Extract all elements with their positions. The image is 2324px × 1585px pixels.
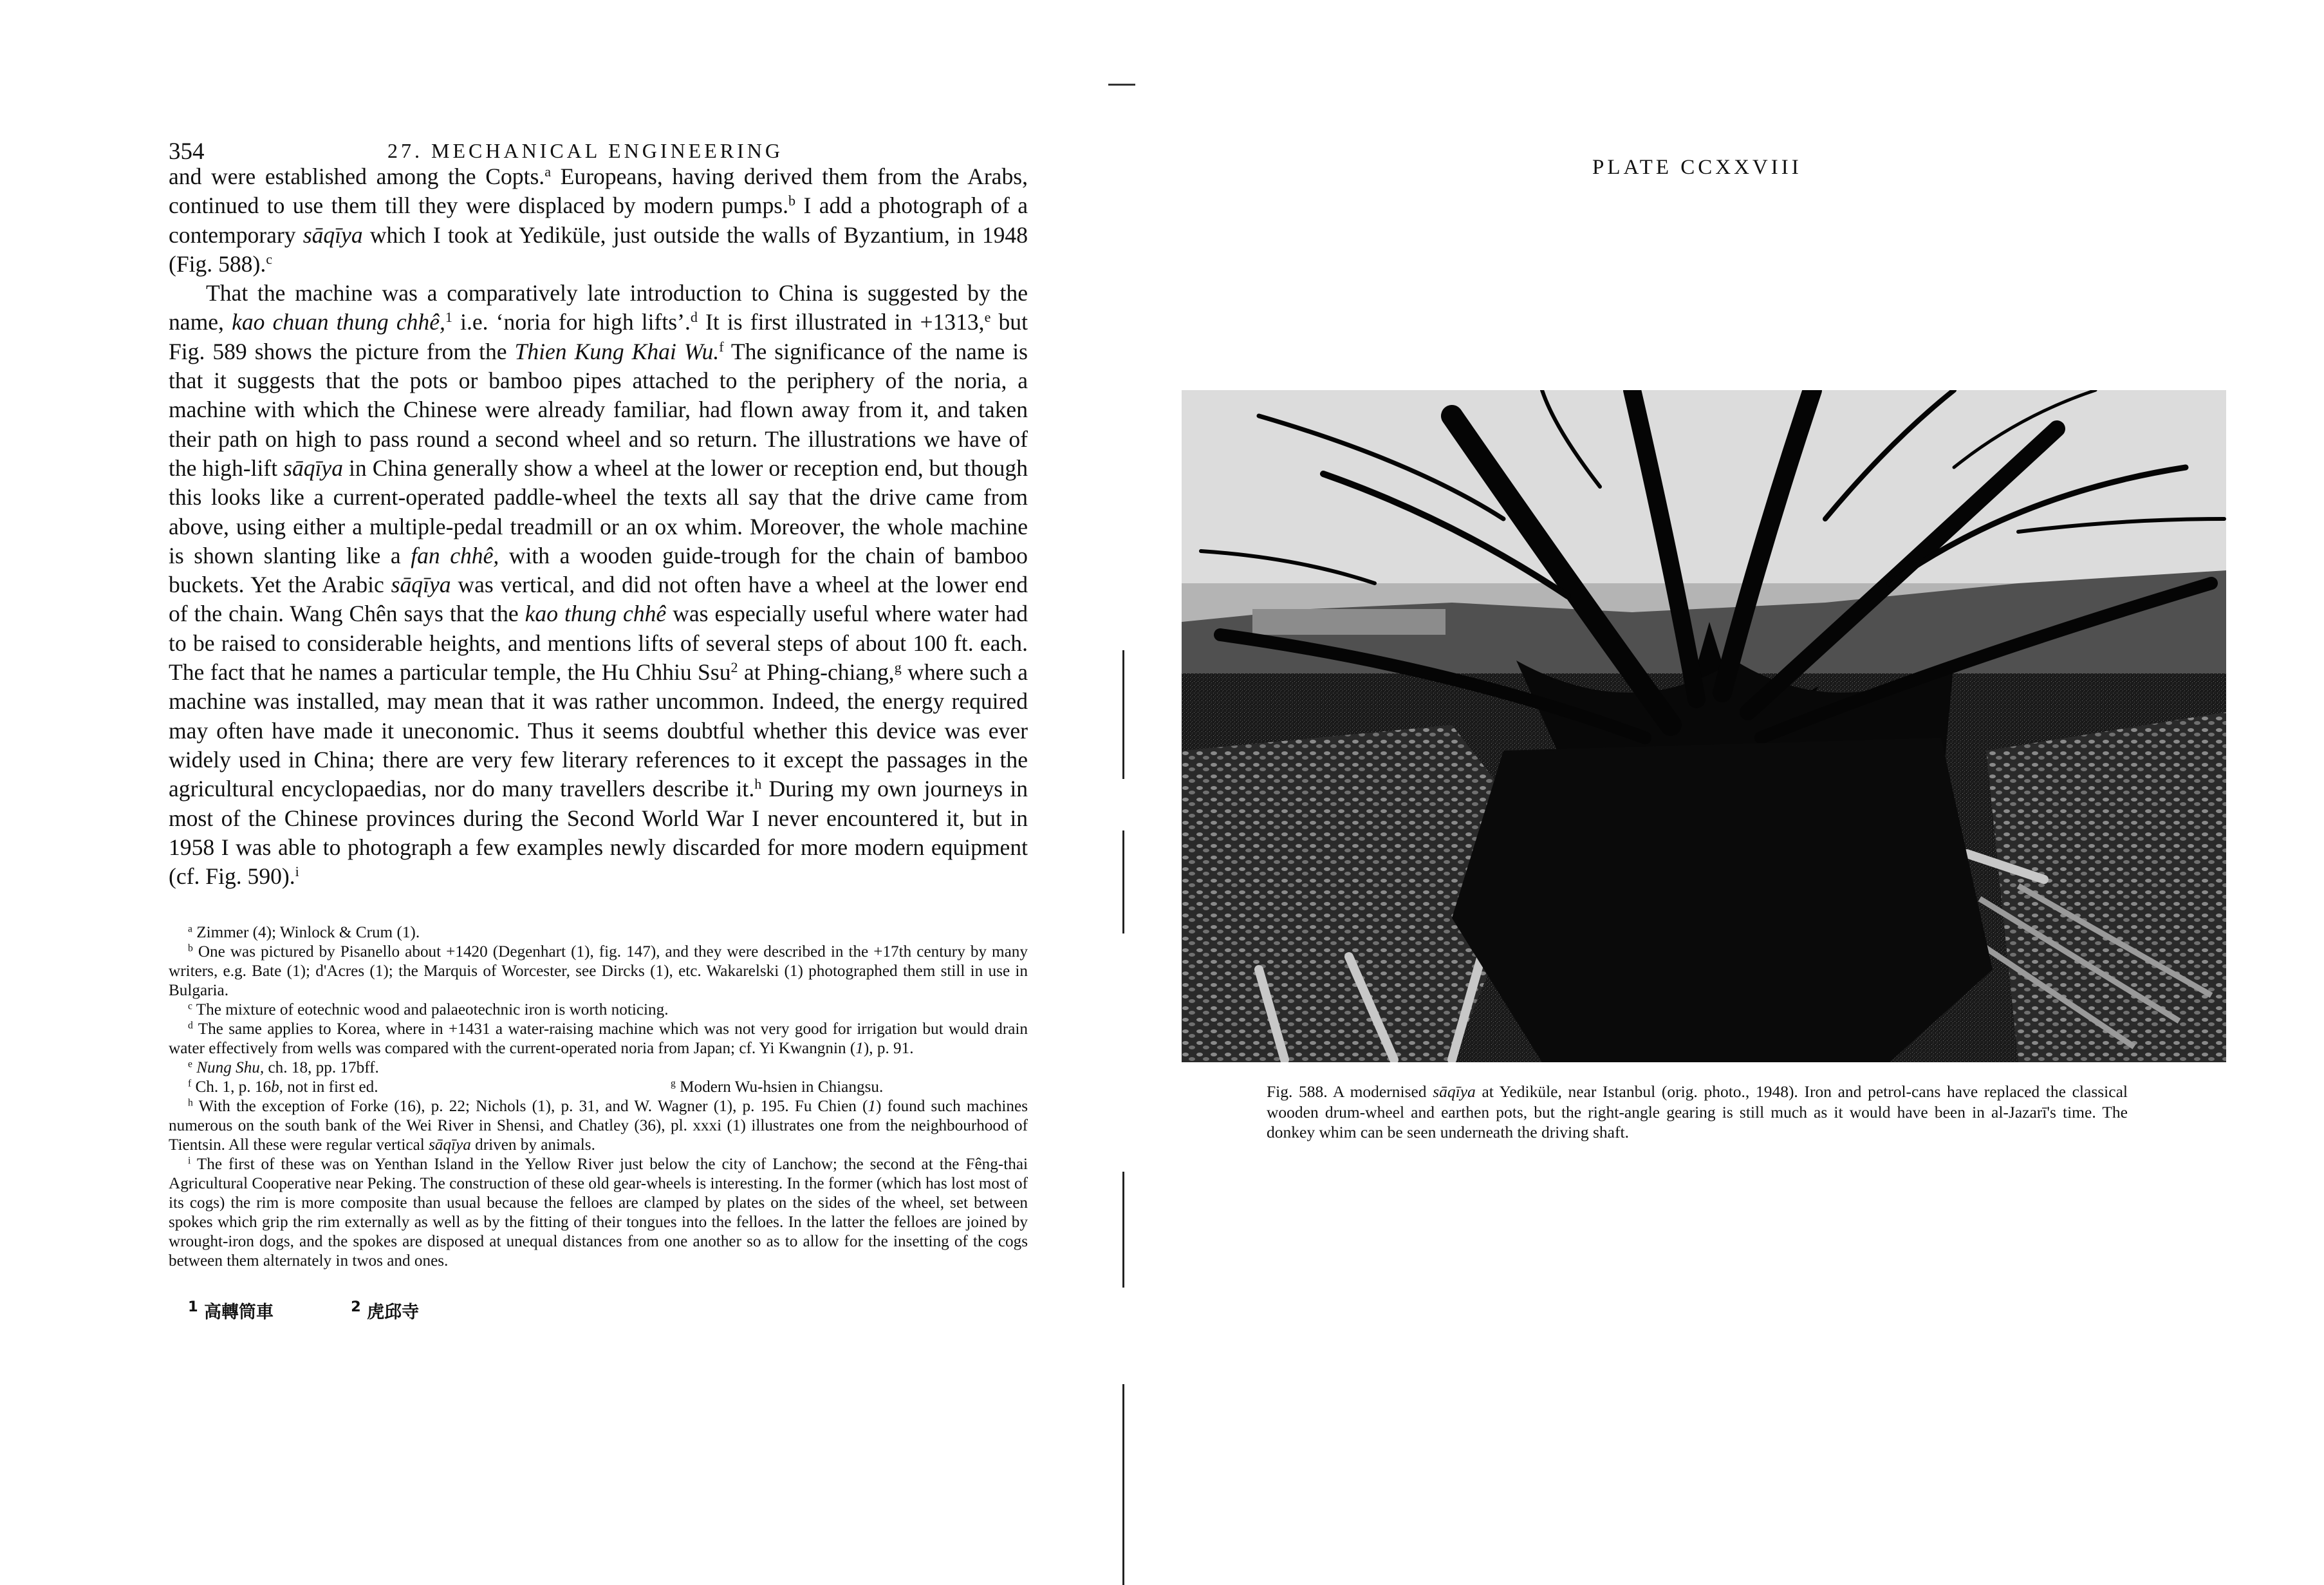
photo-drawing	[1182, 390, 2226, 1062]
gutter-line	[1122, 1172, 1124, 1288]
text-run: ) found such machines numerous on the south bank of the Wei River in Shensi, and Chatley (36), pl. xxxi (1) illustrates one from the neighbourhood of Tientsin. All these were regular vertical	[169, 1098, 1028, 1154]
note-marker: g	[894, 659, 902, 675]
note-marker: 2	[730, 659, 738, 675]
footnote-pair	[169, 1078, 1028, 1097]
italic-text: sāqīya	[429, 1136, 471, 1154]
text-run: I add a photograph of a contemporary	[169, 192, 1028, 248]
text-run: Modern Wu-hsien in Chiangsu.	[675, 1078, 884, 1096]
text-run: 虎邱寺	[360, 1302, 420, 1323]
text-run: Zimmer (4); Winlock & Crum (1).	[192, 924, 420, 942]
note-marker: 1	[445, 309, 452, 326]
body-text	[169, 162, 1028, 891]
text-run: With the exception of Forke (16), p. 22; Nichols (1), p. 31, and W. Wagner (1), p. 195. Fu Chien (	[192, 1098, 868, 1116]
sāqīya-photograph	[1182, 390, 2226, 1062]
footnote	[169, 1155, 1028, 1271]
footnote	[169, 1078, 658, 1097]
italic-text: 1	[868, 1098, 877, 1116]
body-paragraph	[169, 279, 1028, 891]
text-run: The first of these was on Yenthan Island in the Yellow River just below the city of Lanchow; the second at the Fêng-thai Agricultural Cooperative near Peking. The construction of these old gear-wheels is interesting. In the former (which has lost most of its cogs) the rim is more composite than usual because the felloes are clamped by plates on the sides of the wheel, set between spokes which grip the rim externally as well as by the fitting of their tongues into the felloes. In the latter the felloes are joined by wrought-iron dogs, and the spokes are disposed at unequal distances from one another so as to allow for the insetting of the cogs between them alternately in twos and ones.	[169, 1156, 1028, 1270]
body-paragraph	[169, 162, 1028, 279]
note-marker: e	[984, 309, 991, 326]
italic-text: sāqīya	[391, 572, 451, 598]
chinese-character-notes	[169, 1298, 1028, 1323]
text-run: not in first ed.	[283, 1078, 378, 1096]
note-marker: c	[266, 250, 273, 267]
figure-caption	[1267, 1082, 2128, 1143]
note-marker: f	[188, 1078, 192, 1089]
note-marker: f	[719, 338, 724, 355]
note-marker: d	[690, 309, 698, 326]
chinese-note	[351, 1298, 419, 1323]
text-run: The mixture of eotechnic wood and palaeotechnic iron is worth noticing.	[192, 1001, 669, 1019]
text-run: ), p. 91.	[863, 1040, 914, 1058]
note-marker: b	[788, 192, 796, 209]
footnote	[169, 923, 1028, 943]
note-marker: b	[188, 943, 193, 954]
italic-text: Thien Kung Khai Wu.	[514, 338, 720, 364]
text-run: at Yediküle, near Istanbul (orig. photo., 1948). Iron and petrol-cans have replaced the classical wooden drum-wheel and earthen pots, but the right-angle gearing is still much as it would have been in al-Jazarī's time. The donkey whim can be seen underneath the driving shaft.	[1267, 1082, 2128, 1141]
text-run: and were established among the Copts.	[169, 164, 545, 189]
text-run: was especially useful where water had to be raised to considerable heights, and mentions lifts of several steps of about 100 ft. each. The fact that he names a particular temple, the Hu Chhiu Ssu	[169, 601, 1028, 686]
note-marker: g	[671, 1078, 676, 1089]
italic-text: Nung Shu,	[196, 1059, 265, 1077]
text-run: During my own journeys in most of the Chinese provinces during the Second World War I never encountered it, but in 1958 I was able to photograph a few examples newly discarded for more modern equipment (cf. Fig. 590).	[169, 776, 1028, 890]
italic-text: kao thung chhê	[525, 601, 667, 627]
text-run: Fig. 588. A modernised	[1267, 1082, 1433, 1101]
text-run: in China generally show a wheel at the lower or reception end, but though this looks like a current-operated paddle-wheel the texts all say that the drive came from above, using either a multiple-pedal treadmill or an ox whim. Moreover, the whole machine is shown slanting like a	[169, 455, 1028, 568]
footnote	[169, 943, 1028, 1000]
note-marker: i	[295, 863, 299, 879]
italic-text: sāqīya	[283, 455, 344, 481]
note-marker: c	[188, 1000, 192, 1012]
gutter-line	[1122, 830, 1124, 933]
footnote	[169, 1000, 1028, 1020]
italic-text: sāqīya	[1433, 1082, 1476, 1101]
footnote	[169, 1097, 1028, 1155]
note-marker: h	[188, 1097, 193, 1109]
gutter-mark	[1108, 84, 1135, 86]
text-run: at Phing-chiang,	[738, 659, 895, 686]
left-page	[169, 129, 1028, 1323]
text-run: One was pictured by Pisanello about +1420 (Degenhart (1), fig. 147), and they were described in the +17th century by many writers, e.g. Bate (1); d'Acres (1); the Marquis of Worcester, see Dircks (1), etc. Wakarelski (1) photographed them still in use in Bulgaria.	[169, 943, 1028, 1000]
chapter-title: 27. MECHANICAL ENGINEERING	[387, 139, 783, 162]
chinese-note	[188, 1298, 274, 1323]
italic-text: fan chhê,	[411, 542, 499, 568]
text-run: which I took at Yediküle, just outside the walls of Byzantium, in 1948 (Fig. 588).	[169, 221, 1028, 277]
text-run: The significance of the name is that it suggests that the pots or bamboo pipes attached to the periphery of the noria, a machine with which the Chinese were already familiar, had flown away from it, and taken their path on high to pass round a second wheel and so return. The illustrations we have of the high-lift	[169, 338, 1028, 481]
gutter-line	[1122, 650, 1124, 779]
footnote	[169, 1058, 1028, 1078]
italic-text: sāqīya	[302, 221, 363, 248]
note-marker: 2	[351, 1299, 361, 1316]
page-number: 354	[169, 138, 205, 165]
note-marker: i	[188, 1155, 191, 1167]
text-run: That the machine was a comparatively late introduction to China is suggested by the name,	[169, 280, 1028, 335]
note-marker: h	[754, 776, 762, 792]
text-run: 高轉筒車	[198, 1302, 274, 1323]
text-run: ch. 18, pp. 17bff.	[264, 1059, 379, 1077]
note-marker: a	[544, 163, 551, 180]
note-marker: e	[188, 1058, 192, 1070]
text-run: i.e. ‘noria for high lifts’.	[452, 309, 691, 335]
footnote	[169, 1020, 1028, 1058]
text-run: The same applies to Korea, where in +1431 a water-raising machine which was not very good for irrigation but would drain water effectively from wells was compared with the current-operated noria from Japan; cf. Yi Kwangnin (	[169, 1020, 1028, 1058]
caption-text	[1267, 1082, 2128, 1143]
footnotes	[169, 923, 1028, 1271]
text-run: with a wooden guide-trough for the chain of bamboo buckets. Yet the Arabic	[169, 542, 1028, 598]
note-marker: a	[188, 923, 192, 935]
text-run: driven by animals.	[470, 1136, 595, 1154]
text-run: was vertical, and did not often have a wheel at the lower end of the chain. Wang Chên says that the	[169, 572, 1028, 627]
note-marker: d	[188, 1020, 193, 1031]
italic-text: kao chuan thung chhê,	[232, 309, 445, 335]
text-run: Europeans, having derived them from the Arabs, continued to use them till they were displaced by modern pumps.	[169, 164, 1028, 219]
text-run: Ch. 1, p. 16	[191, 1078, 272, 1096]
gutter-line	[1122, 1384, 1124, 1585]
italic-text: 1	[855, 1040, 864, 1058]
running-head	[169, 129, 1028, 165]
note-marker: 1	[188, 1299, 198, 1316]
text-run: but Fig. 589 shows the picture from the	[169, 309, 1028, 364]
footnote	[658, 1078, 883, 1097]
text-run: where such a machine was installed, may mean that it was rather uncommon. Indeed, the energy required may often have made it uneconomic. Thus it seems doubtful whether this device was ever widely used in China; there are very few literary references to it except the passages in the agricultural encyclopaedias, nor do many travellers describe it.	[169, 659, 1028, 802]
italic-text: b,	[271, 1078, 283, 1096]
text-run: It is first illustrated in +1313,	[697, 309, 985, 335]
plate-title: PLATE CCXXVIII	[1592, 156, 1802, 179]
